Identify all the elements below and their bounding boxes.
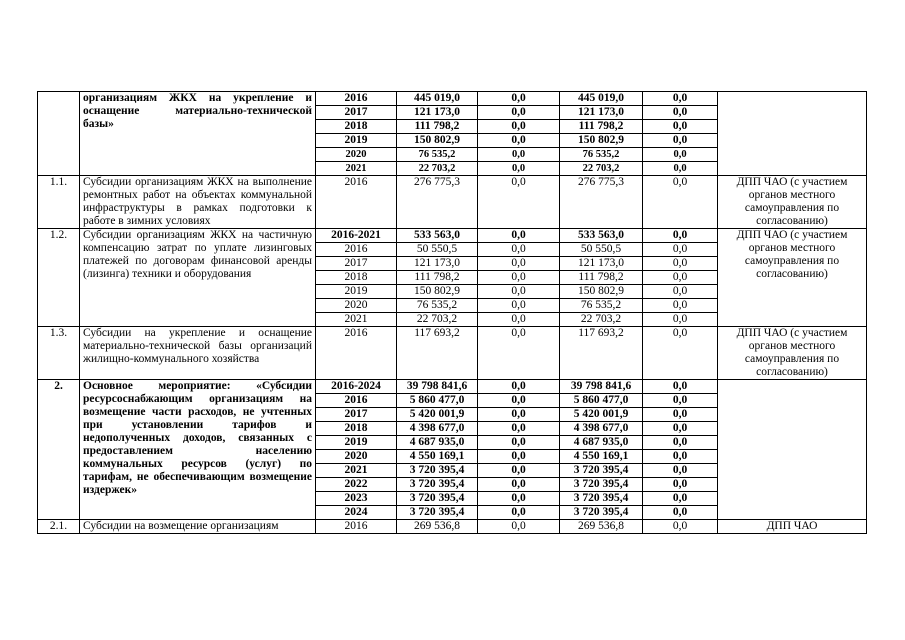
year-cell: 2017: [316, 257, 397, 271]
federal-cell: 0,0: [478, 257, 560, 271]
regional-cell: 4 398 677,0: [560, 422, 643, 436]
year-cell: 2021: [316, 464, 397, 478]
other-cell: 0,0: [643, 92, 718, 106]
item-description: Субсидии организациям ЖКХ на выполнение ремонтных работ на объектах коммунальной инфраструктуры в рамках подготовки к работе в зимних условиях: [80, 176, 316, 229]
item-number: 2.1.: [38, 520, 80, 534]
year-cell: 2019: [316, 134, 397, 148]
total-cell: 50 550,5: [397, 243, 478, 257]
federal-cell: 0,0: [478, 243, 560, 257]
regional-cell: 39 798 841,6: [560, 380, 643, 394]
other-cell: 0,0: [643, 176, 718, 229]
item-description: Субсидии на укрепление и оснащение материально-технической базы организаций жилищно-коммунального хозяйства: [80, 327, 316, 380]
item-description: организациям ЖКХ на укрепление и оснащение материально-технической базы»: [80, 92, 316, 176]
year-cell: 2022: [316, 478, 397, 492]
other-cell: 0,0: [643, 134, 718, 148]
year-cell: 2016: [316, 243, 397, 257]
table-row: [38, 176, 867, 229]
total-cell: 76 535,2: [397, 299, 478, 313]
regional-cell: 3 720 395,4: [560, 492, 643, 506]
year-cell: 2016: [316, 520, 397, 534]
total-cell: 150 802,9: [397, 134, 478, 148]
year-cell: 2017: [316, 408, 397, 422]
other-cell: 0,0: [643, 450, 718, 464]
table-row: [38, 92, 867, 106]
other-cell: 0,0: [643, 520, 718, 534]
federal-cell: 0,0: [478, 134, 560, 148]
executor-cell: ДПП ЧАО (с участием органов местного самоуправления по согласованию): [718, 176, 867, 229]
regional-cell: 117 693,2: [560, 327, 643, 380]
other-cell: 0,0: [643, 162, 718, 176]
other-cell: 0,0: [643, 464, 718, 478]
regional-cell: 76 535,2: [560, 299, 643, 313]
federal-cell: 0,0: [478, 436, 560, 450]
regional-cell: 76 535,2: [560, 148, 643, 162]
budget-table-body: [38, 92, 867, 534]
other-cell: 0,0: [643, 271, 718, 285]
total-cell: 22 703,2: [397, 162, 478, 176]
other-cell: 0,0: [643, 120, 718, 134]
year-cell: 2016: [316, 394, 397, 408]
year-cell: 2021: [316, 313, 397, 327]
other-cell: 0,0: [643, 436, 718, 450]
executor-cell: [718, 380, 867, 520]
regional-cell: 3 720 395,4: [560, 506, 643, 520]
total-cell: 39 798 841,6: [397, 380, 478, 394]
year-cell: 2023: [316, 492, 397, 506]
other-cell: 0,0: [643, 285, 718, 299]
other-cell: 0,0: [643, 492, 718, 506]
total-cell: 121 173,0: [397, 106, 478, 120]
federal-cell: 0,0: [478, 120, 560, 134]
other-cell: 0,0: [643, 394, 718, 408]
item-number: 2.: [38, 380, 80, 520]
total-cell: 22 703,2: [397, 313, 478, 327]
federal-cell: 0,0: [478, 106, 560, 120]
other-cell: 0,0: [643, 106, 718, 120]
total-cell: 4 398 677,0: [397, 422, 478, 436]
regional-cell: 121 173,0: [560, 257, 643, 271]
federal-cell: 0,0: [478, 478, 560, 492]
regional-cell: 22 703,2: [560, 162, 643, 176]
federal-cell: 0,0: [478, 408, 560, 422]
total-cell: 269 536,8: [397, 520, 478, 534]
year-cell: 2016: [316, 327, 397, 380]
total-cell: 3 720 395,4: [397, 492, 478, 506]
regional-cell: 445 019,0: [560, 92, 643, 106]
table-row: [38, 327, 867, 380]
regional-cell: 111 798,2: [560, 271, 643, 285]
federal-cell: 0,0: [478, 313, 560, 327]
other-cell: 0,0: [643, 299, 718, 313]
federal-cell: 0,0: [478, 92, 560, 106]
year-cell: 2016-2021: [316, 229, 397, 243]
other-cell: 0,0: [643, 243, 718, 257]
regional-cell: 4 550 169,1: [560, 450, 643, 464]
year-cell: 2021: [316, 162, 397, 176]
table-row: [38, 380, 867, 394]
regional-cell: 3 720 395,4: [560, 464, 643, 478]
other-cell: 0,0: [643, 408, 718, 422]
regional-cell: 276 775,3: [560, 176, 643, 229]
federal-cell: 0,0: [478, 450, 560, 464]
federal-cell: 0,0: [478, 464, 560, 478]
item-number: [38, 92, 80, 176]
federal-cell: 0,0: [478, 380, 560, 394]
year-cell: 2019: [316, 436, 397, 450]
federal-cell: 0,0: [478, 229, 560, 243]
other-cell: 0,0: [643, 148, 718, 162]
regional-cell: 150 802,9: [560, 285, 643, 299]
federal-cell: 0,0: [478, 162, 560, 176]
total-cell: 445 019,0: [397, 92, 478, 106]
regional-cell: 150 802,9: [560, 134, 643, 148]
regional-cell: 5 860 477,0: [560, 394, 643, 408]
total-cell: 4 550 169,1: [397, 450, 478, 464]
executor-cell: [718, 92, 867, 176]
total-cell: 3 720 395,4: [397, 478, 478, 492]
total-cell: 150 802,9: [397, 285, 478, 299]
executor-cell: ДПП ЧАО (с участием органов местного самоуправления по согласованию): [718, 229, 867, 327]
item-number: 1.3.: [38, 327, 80, 380]
federal-cell: 0,0: [478, 285, 560, 299]
federal-cell: 0,0: [478, 148, 560, 162]
other-cell: 0,0: [643, 313, 718, 327]
federal-cell: 0,0: [478, 271, 560, 285]
federal-cell: 0,0: [478, 492, 560, 506]
total-cell: 3 720 395,4: [397, 506, 478, 520]
total-cell: 4 687 935,0: [397, 436, 478, 450]
item-description: Субсидии организациям ЖКХ на частичную компенсацию затрат по уплате лизинговых платежей по договорам финансовой аренды (лизинга) техники и оборудования: [80, 229, 316, 327]
year-cell: 2019: [316, 285, 397, 299]
total-cell: 5 860 477,0: [397, 394, 478, 408]
total-cell: 111 798,2: [397, 271, 478, 285]
federal-cell: 0,0: [478, 422, 560, 436]
total-cell: 111 798,2: [397, 120, 478, 134]
federal-cell: 0,0: [478, 394, 560, 408]
other-cell: 0,0: [643, 478, 718, 492]
item-number: 1.2.: [38, 229, 80, 327]
total-cell: 3 720 395,4: [397, 464, 478, 478]
regional-cell: 121 173,0: [560, 106, 643, 120]
regional-cell: 3 720 395,4: [560, 478, 643, 492]
other-cell: 0,0: [643, 506, 718, 520]
regional-cell: 4 687 935,0: [560, 436, 643, 450]
budget-table: [37, 91, 867, 534]
year-cell: 2016: [316, 176, 397, 229]
item-number: 1.1.: [38, 176, 80, 229]
regional-cell: 5 420 001,9: [560, 408, 643, 422]
total-cell: 276 775,3: [397, 176, 478, 229]
year-cell: 2020: [316, 148, 397, 162]
total-cell: 76 535,2: [397, 148, 478, 162]
other-cell: 0,0: [643, 422, 718, 436]
item-description: Субсидии на возмещение организациям: [80, 520, 316, 534]
federal-cell: 0,0: [478, 327, 560, 380]
year-cell: 2020: [316, 299, 397, 313]
year-cell: 2016: [316, 92, 397, 106]
federal-cell: 0,0: [478, 176, 560, 229]
federal-cell: 0,0: [478, 520, 560, 534]
year-cell: 2018: [316, 271, 397, 285]
table-row: [38, 520, 867, 534]
other-cell: 0,0: [643, 327, 718, 380]
other-cell: 0,0: [643, 229, 718, 243]
federal-cell: 0,0: [478, 506, 560, 520]
total-cell: 5 420 001,9: [397, 408, 478, 422]
year-cell: 2024: [316, 506, 397, 520]
total-cell: 121 173,0: [397, 257, 478, 271]
executor-cell: ДПП ЧАО: [718, 520, 867, 534]
table-row: [38, 229, 867, 243]
year-cell: 2018: [316, 120, 397, 134]
regional-cell: 111 798,2: [560, 120, 643, 134]
regional-cell: 22 703,2: [560, 313, 643, 327]
year-cell: 2017: [316, 106, 397, 120]
other-cell: 0,0: [643, 380, 718, 394]
other-cell: 0,0: [643, 257, 718, 271]
regional-cell: 533 563,0: [560, 229, 643, 243]
year-cell: 2018: [316, 422, 397, 436]
regional-cell: 269 536,8: [560, 520, 643, 534]
regional-cell: 50 550,5: [560, 243, 643, 257]
total-cell: 533 563,0: [397, 229, 478, 243]
total-cell: 117 693,2: [397, 327, 478, 380]
federal-cell: 0,0: [478, 299, 560, 313]
item-description: Основное мероприятие: «Субсидии ресурсоснабжающим организациям на возмещение части расходов, не учтенных при установлении тарифов и недополученных доходов, связанных с предоставлением населению коммунальных ресурсов (услуг) по тарифам, не обеспечивающим возмещение издержек»: [80, 380, 316, 520]
year-cell: 2020: [316, 450, 397, 464]
year-cell: 2016-2024: [316, 380, 397, 394]
executor-cell: ДПП ЧАО (с участием органов местного самоуправления по согласованию): [718, 327, 867, 380]
